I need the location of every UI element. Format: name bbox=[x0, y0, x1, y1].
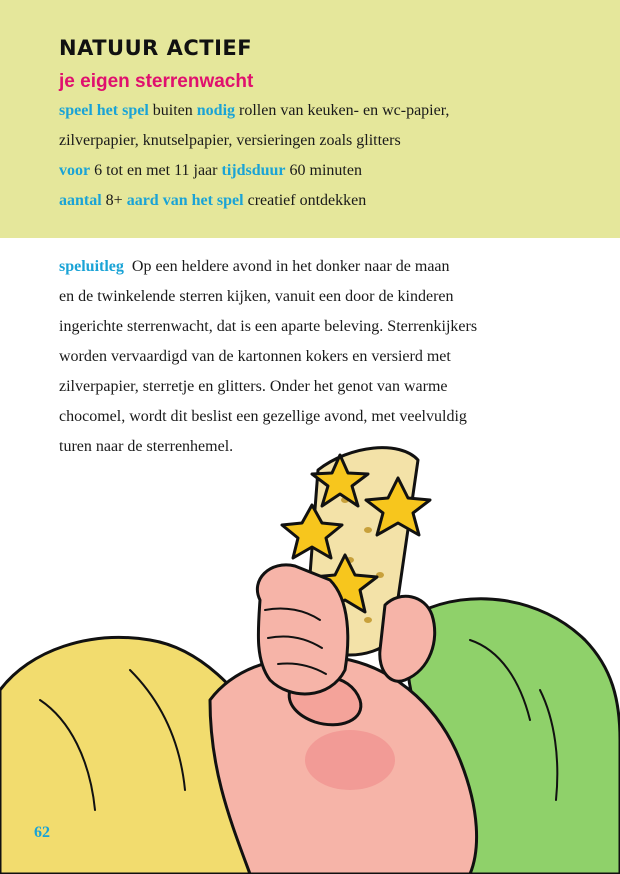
meta-label-nodig: nodig bbox=[196, 102, 236, 119]
explanation-line-1: Op een heldere avond in het donker naar de maan bbox=[131, 258, 450, 275]
meta-label-aard: aard van het spel bbox=[126, 192, 244, 209]
explanation-label: speluitleg bbox=[59, 258, 124, 275]
meta-label-voor: voor bbox=[59, 162, 91, 179]
meta-value-voor: 6 tot en met 11 jaar bbox=[94, 162, 218, 179]
meta-line-3 bbox=[59, 162, 362, 180]
explanation-line-4: worden vervaardigd van de kartonnen kokers en versierd met bbox=[59, 348, 451, 365]
explanation-line-5: zilverpapier, sterretje en glitters. Onder het genot van warme bbox=[59, 378, 448, 395]
page-number: 62 bbox=[34, 824, 50, 841]
cheek-blush bbox=[305, 730, 395, 790]
meta-value-aantal: 8+ bbox=[105, 192, 123, 209]
meta-value-materials: zilverpapier, knutselpapier, versieringen zoals glitters bbox=[59, 132, 401, 149]
explanation-line-6: chocomel, wordt dit beslist een gezellige avond, met veelvuldig bbox=[59, 408, 467, 425]
explanation-line-7: turen naar de sterrenhemel. bbox=[59, 438, 234, 455]
game-explanation bbox=[59, 252, 569, 462]
section-title: NATUUR ACTIEF bbox=[59, 36, 253, 60]
meta-label-speel: speel het spel bbox=[59, 102, 149, 119]
subtitle: je eigen sterrenwacht bbox=[59, 71, 254, 92]
meta-line-1 bbox=[59, 102, 449, 120]
explanation-line-3: ingerichte sterrenwacht, dat is een aparte beleving. Sterrenkijkers bbox=[59, 318, 478, 335]
meta-value-aard: creatief ontdekken bbox=[247, 192, 367, 209]
meta-value-tijdsduur: 60 minuten bbox=[289, 162, 362, 179]
explanation-line-2: en de twinkelende sterren kijken, vanuit een door de kinderen bbox=[59, 288, 454, 305]
child-with-star-telescope-illustration bbox=[0, 440, 620, 874]
meta-value-speel: buiten bbox=[152, 102, 193, 119]
hand bbox=[257, 565, 347, 694]
meta-label-aantal: aantal bbox=[59, 192, 102, 209]
meta-line-2 bbox=[59, 132, 401, 150]
meta-line-4 bbox=[59, 192, 366, 210]
meta-label-tijdsduur: tijdsduur bbox=[221, 162, 286, 179]
meta-value-nodig: rollen van keuken- en wc-papier, bbox=[239, 102, 450, 119]
